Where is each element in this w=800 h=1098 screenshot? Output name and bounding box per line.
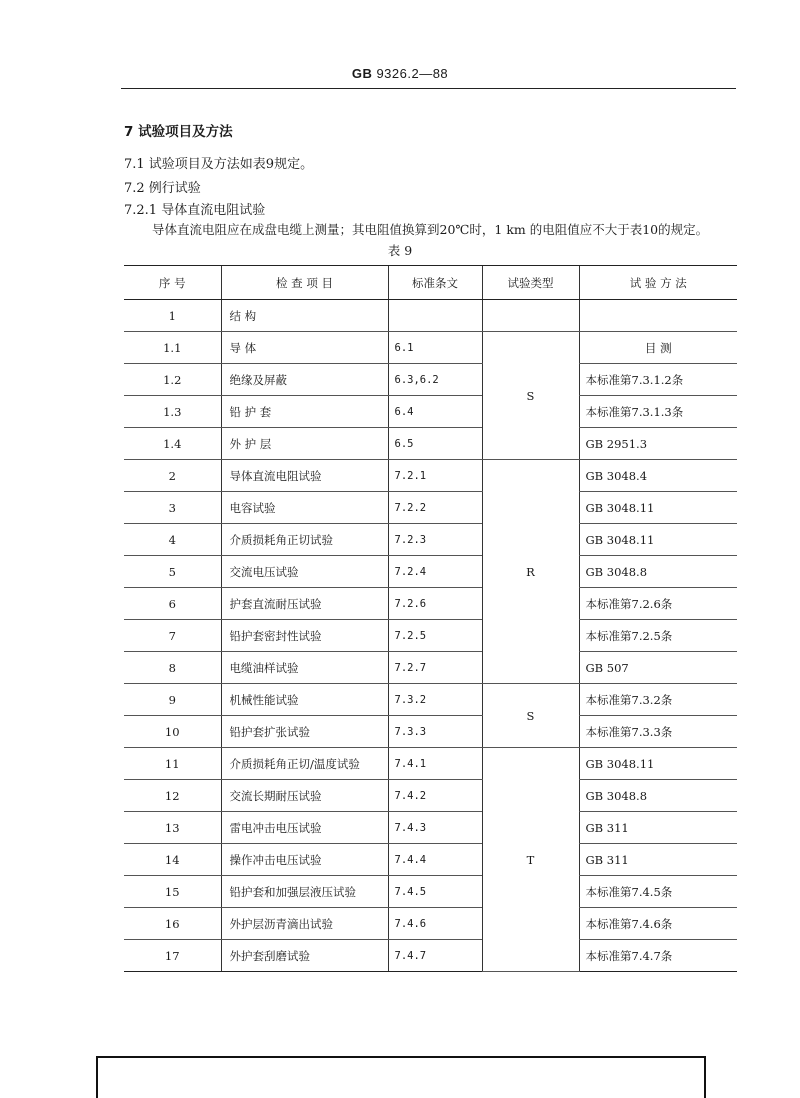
- table-row: [124, 300, 737, 332]
- row-std: 6.1: [388, 332, 482, 364]
- row-std: 7.4.7: [388, 940, 482, 972]
- row-item: 机械性能试验: [221, 684, 388, 716]
- row-method: GB 3048.11: [579, 492, 737, 524]
- row-item: 铅 护 套: [221, 396, 388, 428]
- row-method: 目 测: [579, 332, 737, 364]
- row-method: 本标准第7.4.6条: [579, 908, 737, 940]
- row-item: 护套直流耐压试验: [221, 588, 388, 620]
- row-type-group: T: [482, 748, 579, 972]
- row-method: 本标准第7.2.6条: [579, 588, 737, 620]
- row-method: GB 311: [579, 812, 737, 844]
- table-row: [124, 716, 737, 748]
- row-no: 16: [124, 908, 221, 940]
- row-method: 本标准第7.3.2条: [579, 684, 737, 716]
- row-method: GB 311: [579, 844, 737, 876]
- table-row: [124, 620, 737, 652]
- table-row: [124, 588, 737, 620]
- row-std: 7.2.1: [388, 460, 482, 492]
- table-row: [124, 940, 737, 972]
- table-row: [124, 364, 737, 396]
- row-item: 导 体: [221, 332, 388, 364]
- table-row: [124, 556, 737, 588]
- row-std: 7.3.3: [388, 716, 482, 748]
- row-no: 14: [124, 844, 221, 876]
- row-item: 介质损耗角正切试验: [221, 524, 388, 556]
- row-no: 8: [124, 652, 221, 684]
- header-code-number: 9326.2—88: [372, 66, 449, 81]
- row-item: 操作冲击电压试验: [221, 844, 388, 876]
- row-no: 1: [124, 300, 221, 332]
- header-standard-clause: 标准条文: [388, 266, 482, 300]
- row-method: GB 3048.11: [579, 524, 737, 556]
- row-item: 外护套刮磨试验: [221, 940, 388, 972]
- row-std: 7.4.2: [388, 780, 482, 812]
- table-row: [124, 780, 737, 812]
- row-no: 2: [124, 460, 221, 492]
- row-method: GB 2951.3: [579, 428, 737, 460]
- table-row: [124, 428, 737, 460]
- row-item: 铅护套和加强层液压试验: [221, 876, 388, 908]
- row-std: 7.4.5: [388, 876, 482, 908]
- row-item: 介质损耗角正切/温度试验: [221, 748, 388, 780]
- row-no: 6: [124, 588, 221, 620]
- clause-7-2-1-text: 导体直流电阻应在成盘电缆上测量；其电阻值换算到20℃时，1 km 的电阻值应不大于表10的规定。: [152, 222, 709, 237]
- row-item: 电缆油样试验: [221, 652, 388, 684]
- row-std: 7.3.2: [388, 684, 482, 716]
- table-row: [124, 748, 737, 780]
- row-no: 12: [124, 780, 221, 812]
- header-test-type: 试验类型: [482, 266, 579, 300]
- row-std: 7.2.7: [388, 652, 482, 684]
- section-title: 7 试验项目及方法: [124, 124, 233, 140]
- header-rule: [121, 88, 736, 89]
- table-row: [124, 492, 737, 524]
- row-method: 本标准第7.3.1.3条: [579, 396, 737, 428]
- header-no: 序 号: [124, 266, 221, 300]
- row-item: 雷电冲击电压试验: [221, 812, 388, 844]
- row-no: 9: [124, 684, 221, 716]
- header-code-prefix: GB: [351, 66, 373, 81]
- table-row: [124, 908, 737, 940]
- row-no: 10: [124, 716, 221, 748]
- row-method: GB 3048.11: [579, 748, 737, 780]
- row-method: 本标准第7.3.1.2条: [579, 364, 737, 396]
- row-std: 7.2.4: [388, 556, 482, 588]
- row-type-group: R: [482, 460, 579, 684]
- row-type: [482, 300, 579, 332]
- table-row: [124, 844, 737, 876]
- row-std: 7.2.2: [388, 492, 482, 524]
- row-method: GB 3048.4: [579, 460, 737, 492]
- row-no: 11: [124, 748, 221, 780]
- row-std: 7.2.5: [388, 620, 482, 652]
- row-std: 6.3,6.2: [388, 364, 482, 396]
- footer-frame: [96, 1056, 706, 1098]
- row-item: 外护层沥青滴出试验: [221, 908, 388, 940]
- table-caption: 表 9: [387, 243, 413, 258]
- row-type-group: S: [482, 684, 579, 748]
- row-std: [388, 300, 482, 332]
- row-std: 6.4: [388, 396, 482, 428]
- row-std: 7.2.3: [388, 524, 482, 556]
- row-std: 7.2.6: [388, 588, 482, 620]
- row-method: GB 3048.8: [579, 556, 737, 588]
- row-no: 5: [124, 556, 221, 588]
- row-std: 7.4.4: [388, 844, 482, 876]
- table-header-row: [124, 266, 737, 300]
- row-item: 导体直流电阻试验: [221, 460, 388, 492]
- row-method: 本标准第7.4.5条: [579, 876, 737, 908]
- table-row: [124, 396, 737, 428]
- row-method: GB 3048.8: [579, 780, 737, 812]
- row-std: 7.4.1: [388, 748, 482, 780]
- row-std: 6.5: [388, 428, 482, 460]
- table-row: [124, 524, 737, 556]
- row-method: 本标准第7.4.7条: [579, 940, 737, 972]
- row-no: 15: [124, 876, 221, 908]
- test-items-table: [124, 265, 737, 972]
- row-item: 外 护 层: [221, 428, 388, 460]
- row-no: 1.3: [124, 396, 221, 428]
- row-method: [579, 300, 737, 332]
- table-row: [124, 876, 737, 908]
- row-no: 1.1: [124, 332, 221, 364]
- row-no: 3: [124, 492, 221, 524]
- row-item: 铅护套扩张试验: [221, 716, 388, 748]
- row-no: 1.4: [124, 428, 221, 460]
- header-test-method: 试 验 方 法: [579, 266, 737, 300]
- row-no: 17: [124, 940, 221, 972]
- row-method: GB 507: [579, 652, 737, 684]
- page-header: [0, 66, 800, 81]
- row-item: 绝缘及屏蔽: [221, 364, 388, 396]
- table-row: [124, 652, 737, 684]
- row-no: 4: [124, 524, 221, 556]
- table-row: [124, 460, 737, 492]
- row-no: 1.2: [124, 364, 221, 396]
- row-method: 本标准第7.2.5条: [579, 620, 737, 652]
- table-row: [124, 332, 737, 364]
- table-row: [124, 684, 737, 716]
- row-type-group: S: [482, 332, 579, 460]
- row-method: 本标准第7.3.3条: [579, 716, 737, 748]
- clause-7-1: 7.1 试验项目及方法如表9规定。: [124, 157, 314, 172]
- clause-7-2: 7.2 例行试验: [124, 181, 201, 196]
- row-std: 7.4.3: [388, 812, 482, 844]
- row-no: 7: [124, 620, 221, 652]
- clause-7-2-1: 7.2.1 导体直流电阻试验: [124, 203, 266, 218]
- header-item: 检 查 项 目: [221, 266, 388, 300]
- row-item: 结 构: [221, 300, 388, 332]
- row-item: 电容试验: [221, 492, 388, 524]
- row-item: 交流长期耐压试验: [221, 780, 388, 812]
- row-item: 铅护套密封性试验: [221, 620, 388, 652]
- row-item: 交流电压试验: [221, 556, 388, 588]
- row-std: 7.4.6: [388, 908, 482, 940]
- table-row: [124, 812, 737, 844]
- row-no: 13: [124, 812, 221, 844]
